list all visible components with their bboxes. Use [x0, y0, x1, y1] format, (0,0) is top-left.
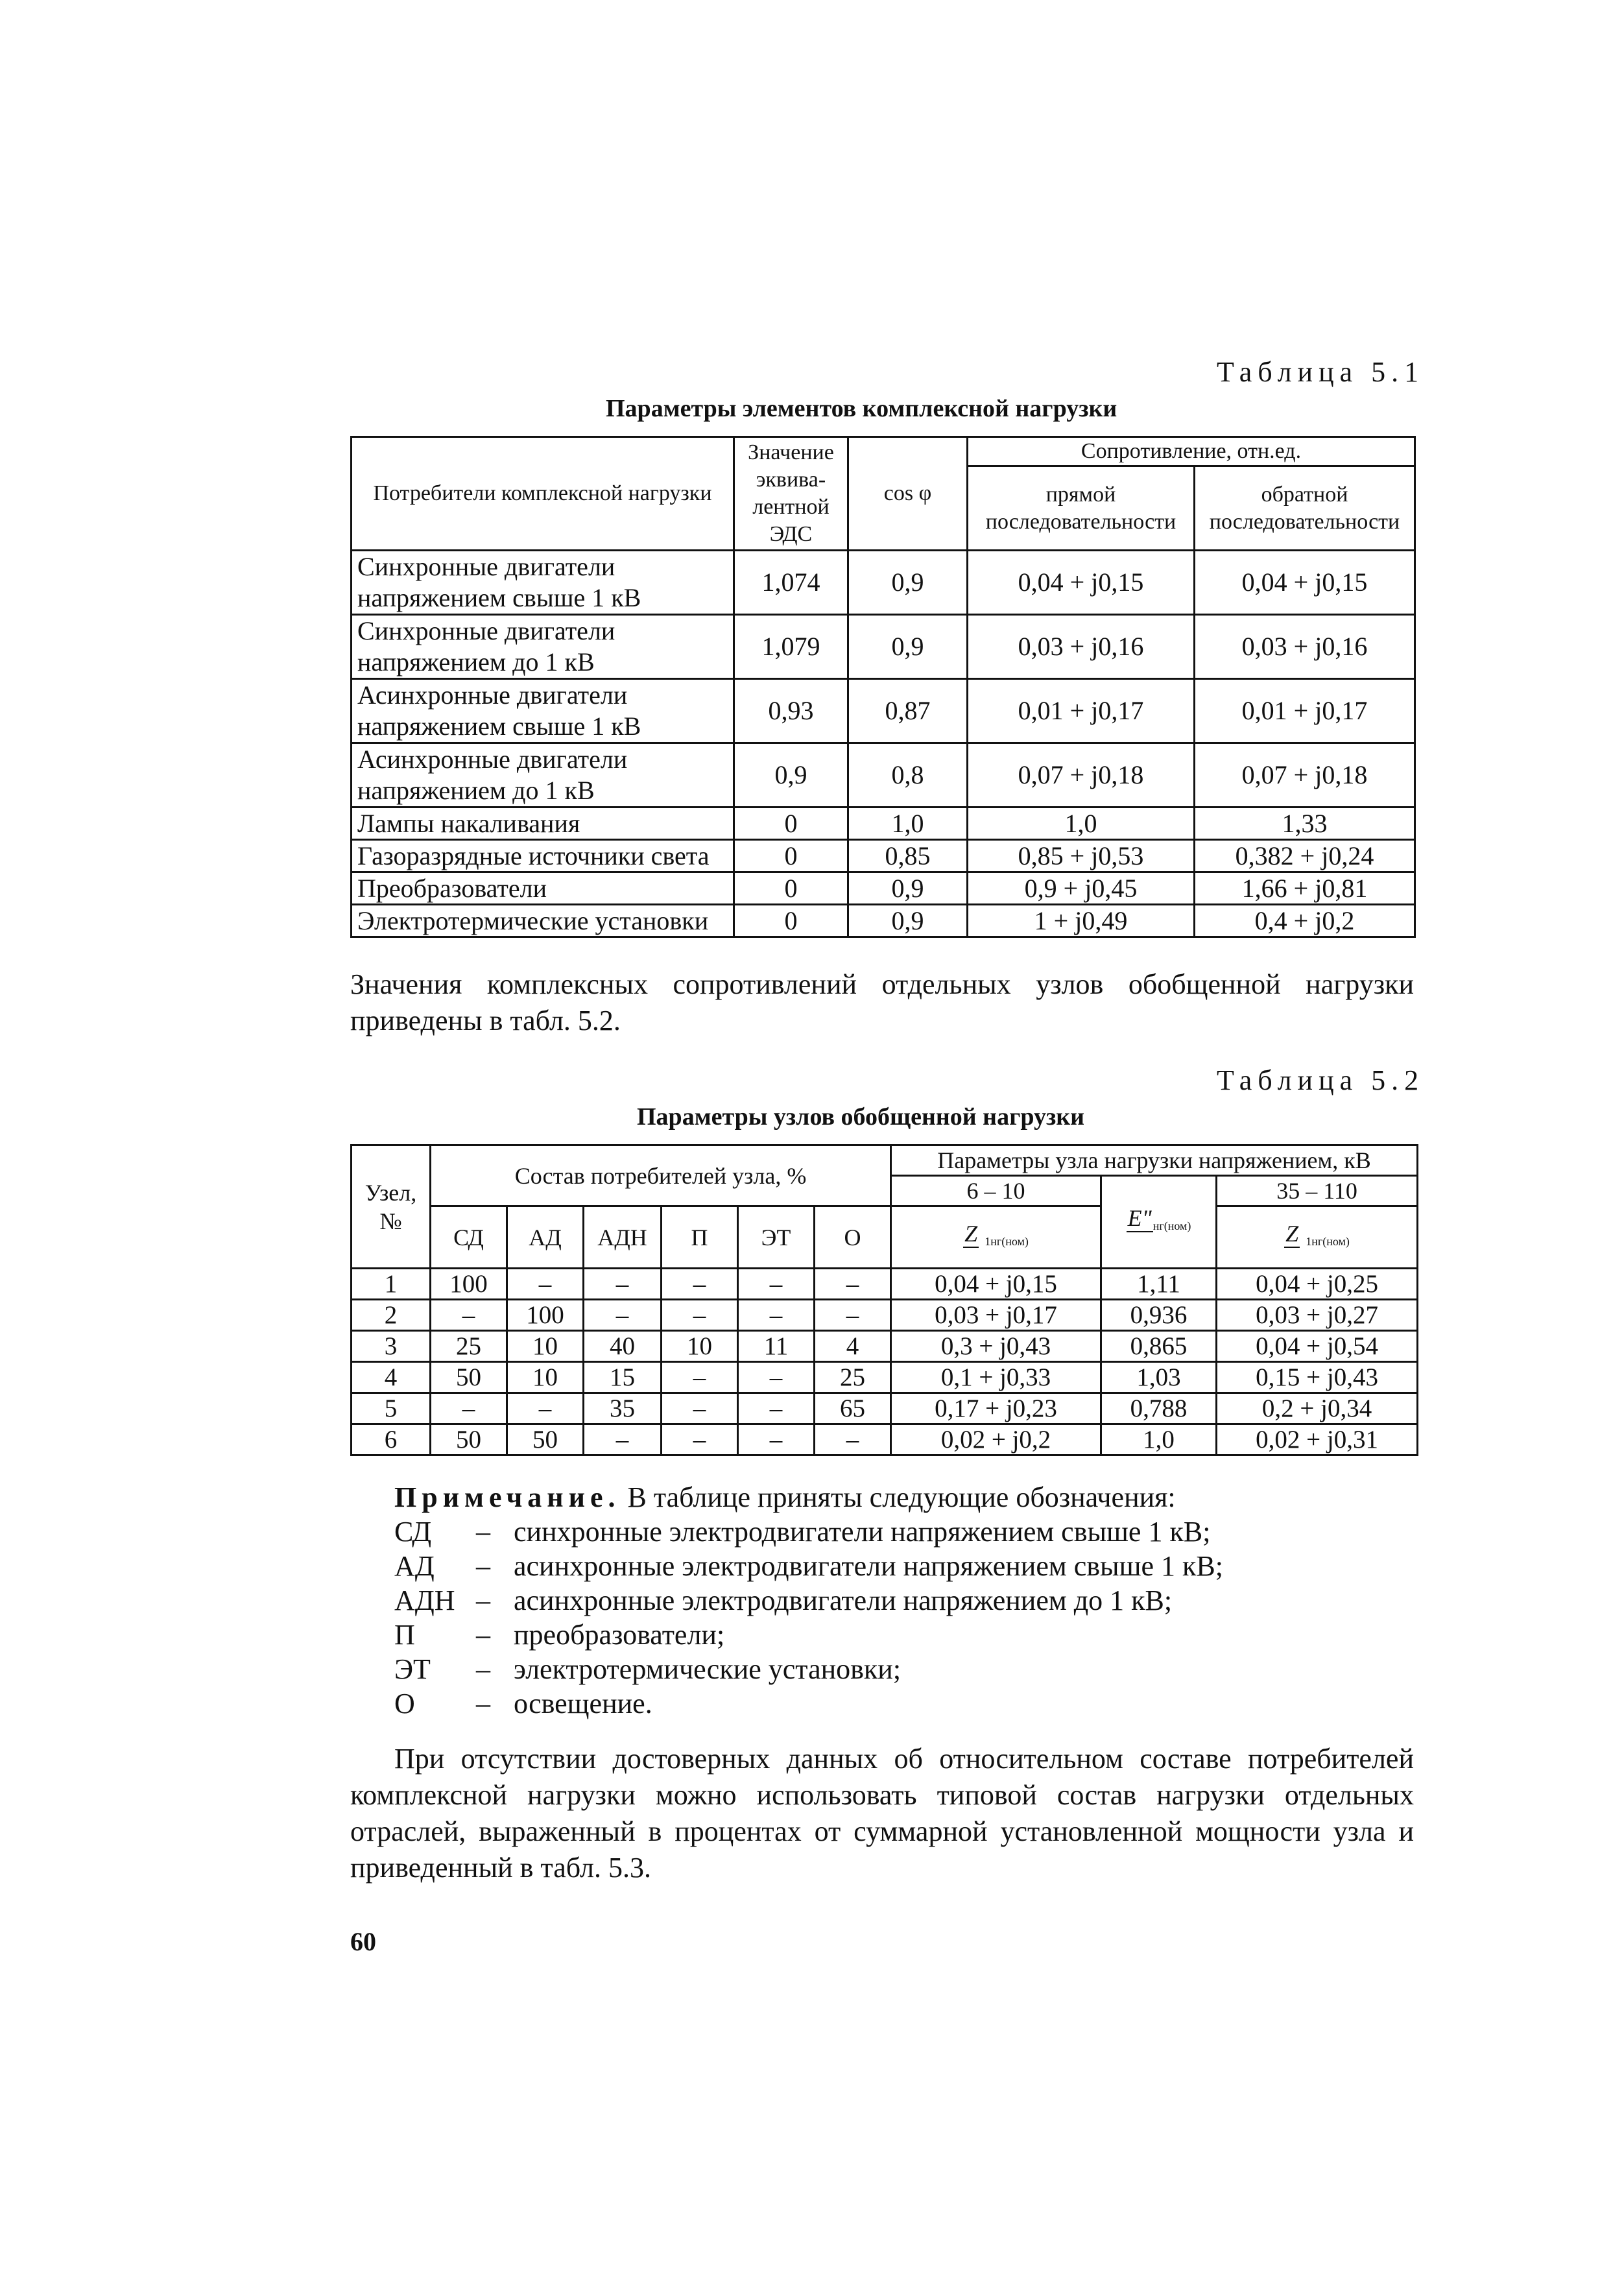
header-col-ad: АД [507, 1206, 584, 1269]
note-text: синхронные электродвигатели напряжением свыше 1 кВ; [514, 1516, 1211, 1548]
paragraph-typical-composition: При отсутствии достоверных данных об относительном составе потребителей комплексной нагрузки можно использовать типовой состав нагрузки отдельных отраслей, выраженный в процентах от суммарной установленной мощности узла и приведенный в табл. 5.3. [350, 1743, 1414, 1884]
emf-value: 0,93 [734, 679, 848, 743]
header-col-sd: СД [431, 1206, 507, 1269]
cell-sd: 100 [431, 1269, 507, 1300]
note-text: освещение. [514, 1688, 652, 1719]
consumer-name: Асинхронные двигатели напряжением свыше 1 кВ [352, 679, 734, 743]
header-col-o: О [815, 1206, 891, 1269]
cell-z-35-110: 0,2 + j0,34 [1217, 1393, 1418, 1424]
cell-emf: 1,03 [1101, 1362, 1217, 1393]
cell-p: 10 [662, 1331, 738, 1362]
consumer-name: Синхронные двигатели напряжением до 1 кВ [352, 615, 734, 679]
table-row [352, 905, 1415, 937]
table-5-2-title: Параметры узлов обобщенной нагрузки [637, 1103, 1085, 1131]
table-row [352, 1393, 1418, 1424]
cell-adn: 40 [584, 1331, 662, 1362]
header-emf [1101, 1176, 1217, 1269]
table-row [352, 1424, 1418, 1455]
cell-o: 25 [815, 1362, 891, 1393]
cell-p: – [662, 1393, 738, 1424]
cell-sd: – [431, 1300, 507, 1331]
note-item [394, 1514, 1419, 1549]
table-5-2 [350, 1144, 1418, 1456]
cell-et: – [738, 1393, 815, 1424]
cell-z-6-10: 0,17 + j0,23 [891, 1393, 1101, 1424]
note-block [394, 1480, 1419, 1721]
table-5-2-caption: Таблица 5.2 [1217, 1064, 1425, 1096]
cell-adn: 35 [584, 1393, 662, 1424]
cos-value: 0,9 [848, 905, 968, 937]
header-z-6-10 [891, 1206, 1101, 1269]
z-subscript: 1нг(ном) [1306, 1234, 1350, 1248]
cell-emf: 1,11 [1101, 1269, 1217, 1300]
header-col-et: ЭТ [738, 1206, 815, 1269]
header-consumers: Потребители комплексной нагрузки [352, 437, 734, 551]
z-subscript: 1нг(ном) [985, 1234, 1029, 1248]
table-row [352, 551, 1415, 615]
note-item [394, 1652, 1419, 1686]
table-row [352, 872, 1415, 905]
note-abbr: О [394, 1688, 415, 1719]
note-text: преобразователи; [514, 1619, 725, 1651]
table-row [352, 679, 1415, 743]
cos-value: 0,9 [848, 551, 968, 615]
node-number: 2 [352, 1300, 431, 1331]
cell-adn: 15 [584, 1362, 662, 1393]
note-abbr: СД [394, 1516, 432, 1548]
cell-p: – [662, 1424, 738, 1455]
cell-sd: 50 [431, 1362, 507, 1393]
table-row [352, 1300, 1418, 1331]
cell-p: – [662, 1300, 738, 1331]
cell-et: – [738, 1269, 815, 1300]
table-5-1-title: Параметры элементов комплексной нагрузки [606, 395, 1117, 422]
note-intro-line [394, 1480, 1419, 1514]
note-item [394, 1618, 1419, 1652]
cell-o: 4 [815, 1331, 891, 1362]
note-abbr: АДН [394, 1585, 455, 1616]
cell-adn: – [584, 1424, 662, 1455]
table-row [352, 808, 1415, 840]
note-dash: – [476, 1585, 490, 1616]
cell-et: – [738, 1300, 815, 1331]
negative-value: 0,01 + j0,17 [1195, 679, 1415, 743]
cos-value: 0,8 [848, 743, 968, 808]
table-row [352, 743, 1415, 808]
cell-p: – [662, 1362, 738, 1393]
cell-p: – [662, 1269, 738, 1300]
cell-et: – [738, 1424, 815, 1455]
cell-adn: – [584, 1300, 662, 1331]
emf-value: 0 [734, 840, 848, 872]
cos-value: 1,0 [848, 808, 968, 840]
consumer-name: Асинхронные двигатели напряжением до 1 кВ [352, 743, 734, 808]
header-node: Узел, № [352, 1145, 431, 1269]
cell-z-6-10: 0,3 + j0,43 [891, 1331, 1101, 1362]
positive-value: 0,04 + j0,15 [968, 551, 1195, 615]
negative-value: 0,04 + j0,15 [1195, 551, 1415, 615]
cell-et: 11 [738, 1331, 815, 1362]
positive-value: 0,01 + j0,17 [968, 679, 1195, 743]
header-cos: cos φ [848, 437, 968, 551]
cos-value: 0,85 [848, 840, 968, 872]
node-number: 3 [352, 1331, 431, 1362]
cell-z-35-110: 0,04 + j0,54 [1217, 1331, 1418, 1362]
note-dash: – [476, 1619, 490, 1651]
positive-value: 1,0 [968, 808, 1195, 840]
positive-value: 0,07 + j0,18 [968, 743, 1195, 808]
header-col-p: П [662, 1206, 738, 1269]
cell-emf: 0,788 [1101, 1393, 1217, 1424]
cell-o: – [815, 1424, 891, 1455]
cos-value: 0,87 [848, 679, 968, 743]
negative-value: 0,4 + j0,2 [1195, 905, 1415, 937]
cell-o: 65 [815, 1393, 891, 1424]
negative-value: 1,33 [1195, 808, 1415, 840]
note-text: асинхронные электродвигатели напряжением до 1 кВ; [514, 1585, 1173, 1616]
header-z-35-110 [1217, 1206, 1418, 1269]
note-label: Примечание. [394, 1481, 621, 1513]
consumer-name: Синхронные двигатели напряжением свыше 1 кВ [352, 551, 734, 615]
cell-ad: 10 [507, 1331, 584, 1362]
cos-value: 0,9 [848, 615, 968, 679]
header-col-adn: АДН [584, 1206, 662, 1269]
cell-emf: 0,936 [1101, 1300, 1217, 1331]
emf-value: 0,9 [734, 743, 848, 808]
cell-z-6-10: 0,02 + j0,2 [891, 1424, 1101, 1455]
cell-ad: – [507, 1269, 584, 1300]
note-item [394, 1583, 1419, 1618]
cell-o: – [815, 1300, 891, 1331]
emf-subscript: нг(ном) [1152, 1219, 1191, 1232]
positive-value: 0,85 + j0,53 [968, 840, 1195, 872]
header-voltage-35-110: 35 – 110 [1217, 1176, 1418, 1206]
emf-value: 1,074 [734, 551, 848, 615]
table-row [352, 1362, 1418, 1393]
header-emf: Значение эквива-лентной ЭДС [734, 437, 848, 551]
negative-value: 0,07 + j0,18 [1195, 743, 1415, 808]
negative-value: 1,66 + j0,81 [1195, 872, 1415, 905]
header-negative: обратной последовательности [1195, 466, 1415, 551]
note-dash: – [476, 1653, 490, 1685]
note-text: асинхронные электродвигатели напряжением свыше 1 кВ; [514, 1550, 1223, 1582]
cell-z-6-10: 0,04 + j0,15 [891, 1269, 1101, 1300]
cell-adn: – [584, 1269, 662, 1300]
cell-ad: 50 [507, 1424, 584, 1455]
note-abbr: ЭТ [394, 1653, 431, 1685]
cell-et: – [738, 1362, 815, 1393]
cell-z-35-110: 0,15 + j0,43 [1217, 1362, 1418, 1393]
emf-symbol: E" [1127, 1205, 1152, 1231]
table-row [352, 1331, 1418, 1362]
emf-value: 1,079 [734, 615, 848, 679]
cell-z-6-10: 0,03 + j0,17 [891, 1300, 1101, 1331]
note-text: электротермические установки; [514, 1653, 902, 1685]
positive-value: 1 + j0,49 [968, 905, 1195, 937]
emf-value: 0 [734, 905, 848, 937]
consumer-name: Преобразователи [352, 872, 734, 905]
note-item [394, 1549, 1419, 1583]
note-item [394, 1686, 1419, 1721]
cell-sd: 50 [431, 1424, 507, 1455]
negative-value: 0,03 + j0,16 [1195, 615, 1415, 679]
table-5-1-caption: Таблица 5.1 [1217, 356, 1425, 388]
note-dash: – [476, 1688, 490, 1719]
cell-z-35-110: 0,02 + j0,31 [1217, 1424, 1418, 1455]
table-row [352, 615, 1415, 679]
cell-emf: 0,865 [1101, 1331, 1217, 1362]
paragraph-intro-table-5-2: Значения комплексных сопротивлений отдельных узлов обобщенной нагрузки приведены в табл. 5.2. [350, 968, 1414, 1036]
note-dash: – [476, 1550, 490, 1582]
note-abbr: П [394, 1619, 415, 1651]
consumer-name: Электротермические установки [352, 905, 734, 937]
cell-sd: – [431, 1393, 507, 1424]
table-row [352, 840, 1415, 872]
cell-emf: 1,0 [1101, 1424, 1217, 1455]
header-params: Параметры узла нагрузки напряжением, кВ [891, 1145, 1418, 1176]
note-dash: – [476, 1516, 490, 1548]
node-number: 4 [352, 1362, 431, 1393]
negative-value: 0,382 + j0,24 [1195, 840, 1415, 872]
cell-z-6-10: 0,1 + j0,33 [891, 1362, 1101, 1393]
emf-value: 0 [734, 872, 848, 905]
cell-ad: 10 [507, 1362, 584, 1393]
table-row [352, 1269, 1418, 1300]
z-symbol: Z [1285, 1220, 1299, 1247]
note-abbr: АД [394, 1550, 435, 1582]
consumer-name: Лампы накаливания [352, 808, 734, 840]
node-number: 1 [352, 1269, 431, 1300]
node-number: 6 [352, 1424, 431, 1455]
consumer-name: Газоразрядные источники света [352, 840, 734, 872]
positive-value: 0,03 + j0,16 [968, 615, 1195, 679]
node-number: 5 [352, 1393, 431, 1424]
header-voltage-6-10: 6 – 10 [891, 1176, 1101, 1206]
header-resistance: Сопротивление, отн.ед. [968, 437, 1415, 466]
cell-z-35-110: 0,03 + j0,27 [1217, 1300, 1418, 1331]
cos-value: 0,9 [848, 872, 968, 905]
positive-value: 0,9 + j0,45 [968, 872, 1195, 905]
table-5-1 [350, 436, 1416, 938]
emf-value: 0 [734, 808, 848, 840]
cell-o: – [815, 1269, 891, 1300]
page-number: 60 [350, 1927, 376, 1956]
header-composition: Состав потребителей узла, % [431, 1145, 891, 1206]
cell-ad: 100 [507, 1300, 584, 1331]
header-positive: прямой последовательности [968, 466, 1195, 551]
note-intro: В таблице приняты следующие обозначения: [627, 1481, 1176, 1513]
cell-sd: 25 [431, 1331, 507, 1362]
cell-z-35-110: 0,04 + j0,25 [1217, 1269, 1418, 1300]
z-symbol: Z [964, 1220, 978, 1247]
cell-ad: – [507, 1393, 584, 1424]
